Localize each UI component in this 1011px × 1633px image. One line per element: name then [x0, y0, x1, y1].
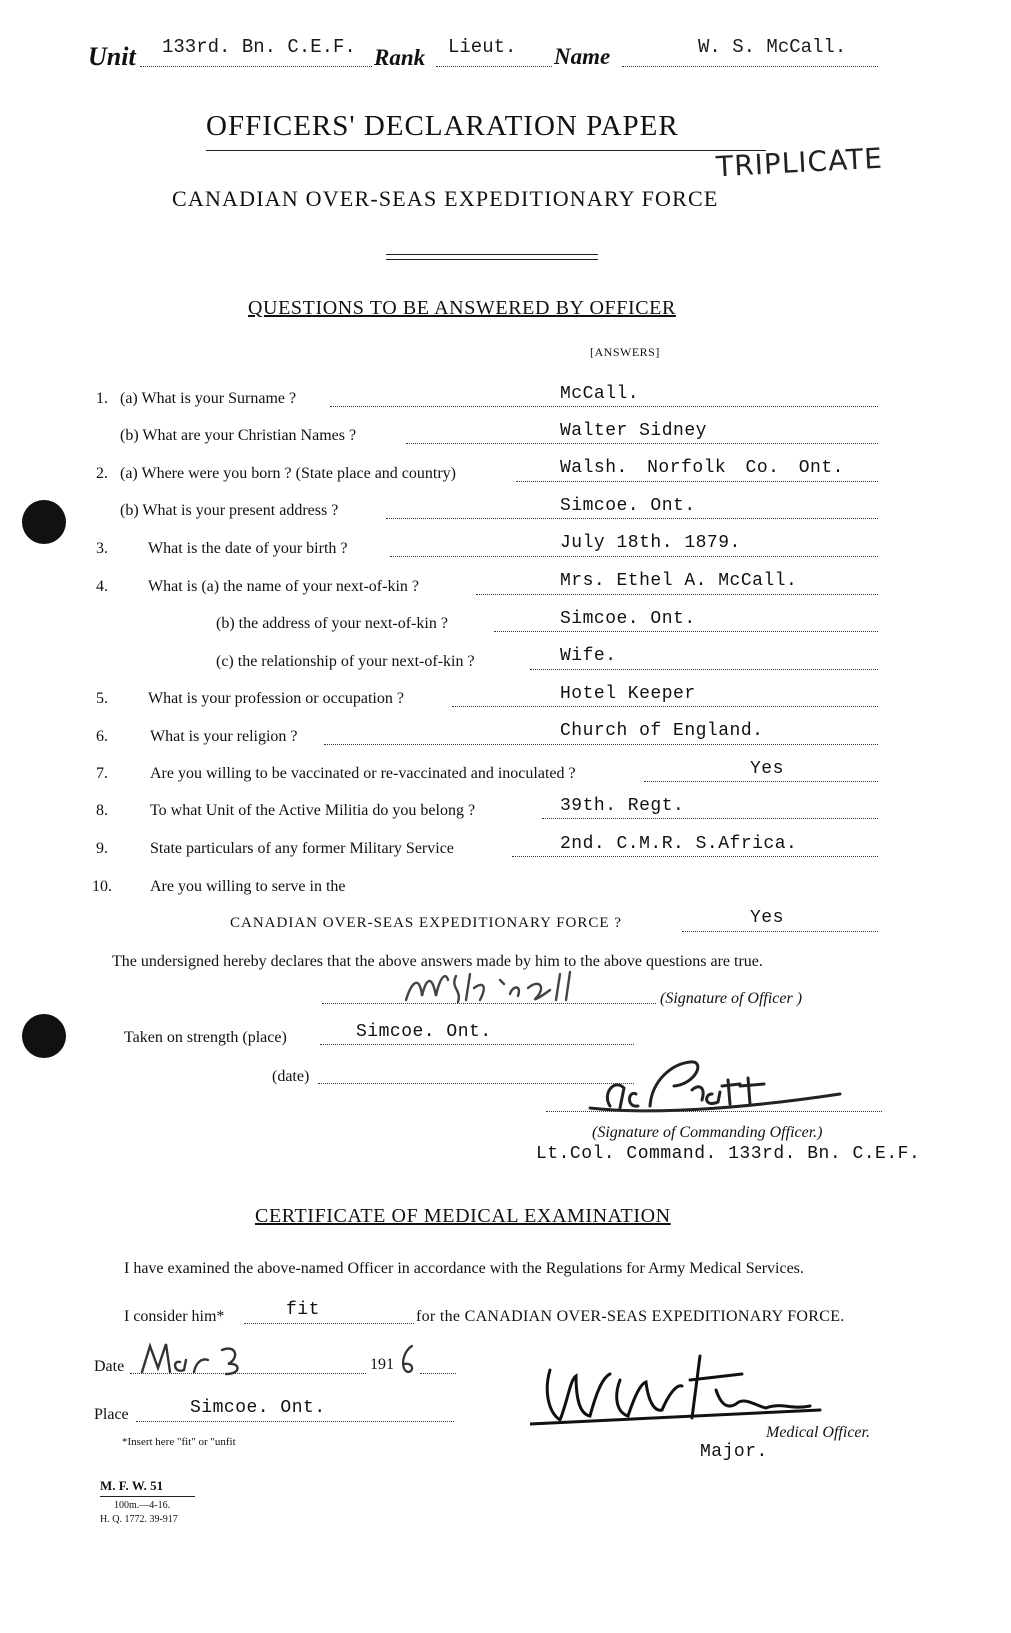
name-value: W. S. McCall.	[698, 36, 847, 58]
question-text: What is your religion ?	[150, 728, 298, 745]
medical-officer-rank: Major.	[700, 1442, 768, 1462]
question-text: What is (a) the name of your next-of-kin ?	[148, 578, 420, 595]
medical-text: I have examined the above-named Officer in accordance with the Regulations for Army Medical Services.	[124, 1260, 804, 1277]
question-text: (b) What are your Christian Names ?	[120, 427, 357, 444]
medical-officer-signature	[530, 1350, 830, 1430]
question-text: (b) the address of your next-of-kin ?	[216, 615, 448, 632]
answer-value: Wife.	[560, 646, 617, 666]
answer-value: Mrs. Ethel A. McCall.	[560, 571, 798, 591]
medical-officer-label: Medical Officer.	[766, 1424, 870, 1441]
answers-label: [ANSWERS]	[590, 345, 660, 359]
declaration-text: The undersigned hereby declares that the above answers made by him to the above questions are true.	[112, 953, 763, 970]
answer-value: McCall.	[560, 384, 640, 404]
answer-value: Simcoe. Ont.	[560, 496, 696, 516]
place-label: Place	[94, 1406, 129, 1423]
handwritten-year-digit	[396, 1342, 418, 1376]
question-10-answer: Yes	[750, 908, 784, 928]
question-text: State particulars of any former Military Service	[150, 840, 454, 857]
answer-value: Yes	[750, 759, 784, 779]
date-field-label: Date	[94, 1358, 125, 1375]
answer-value: Church of England.	[560, 721, 764, 741]
form-code: M. F. W. 51	[100, 1478, 164, 1493]
medical-heading: CERTIFICATE OF MEDICAL EXAMINATION	[255, 1205, 671, 1227]
handwritten-date	[136, 1338, 276, 1378]
question-text: (a) Where were you born ? (State place and country)	[120, 465, 456, 482]
taken-on-strength-value: Simcoe. Ont.	[356, 1022, 492, 1042]
answer-value: Simcoe. Ont.	[560, 609, 696, 629]
question-text: What is your profession or occupation ?	[148, 690, 404, 707]
question-text: Are you willing to serve in the	[150, 878, 346, 895]
answer-value: Hotel Keeper	[560, 684, 696, 704]
consider-suffix: for the CANADIAN OVER-SEAS EXPEDITIONARY FORCE.	[416, 1308, 845, 1325]
consider-value: fit	[286, 1300, 320, 1320]
rank-value: Lieut.	[448, 36, 517, 58]
unit-label: Unit	[88, 42, 136, 71]
question-text: What is the date of your birth ?	[148, 540, 348, 557]
co-title: Lt.Col. Command. 133rd. Bn. C.E.F.	[536, 1144, 921, 1164]
form-print-line-2: H. Q. 1772. 39-917	[100, 1514, 178, 1525]
signature-officer-label: (Signature of Officer )	[660, 990, 803, 1007]
answer-value: 2nd. C.M.R. S.Africa.	[560, 834, 798, 854]
page-subtitle: CANADIAN OVER-SEAS EXPEDITIONARY FORCE	[172, 186, 719, 211]
commanding-officer-signature	[580, 1050, 870, 1120]
answer-value: Walter Sidney	[560, 421, 707, 441]
name-label: Name	[554, 44, 611, 69]
year-printed: 191	[370, 1356, 394, 1373]
taken-on-strength-label: Taken on strength (place)	[124, 1029, 287, 1046]
questions-heading: QUESTIONS TO BE ANSWERED BY OFFICER	[248, 297, 676, 319]
answer-value: 39th. Regt.	[560, 796, 685, 816]
signature-co-label: (Signature of Commanding Officer.)	[592, 1124, 823, 1141]
question-text: (a) What is your Surname ?	[120, 390, 297, 407]
question-text: To what Unit of the Active Militia do you belong ?	[150, 802, 476, 819]
punch-hole-bottom	[22, 1014, 66, 1058]
question-text: Are you willing to be vaccinated or re-vaccinated and inoculated ?	[150, 765, 576, 782]
question-text: (c) the relationship of your next-of-kin ?	[216, 653, 475, 670]
date-label: (date)	[272, 1068, 310, 1085]
page-title: OFFICERS' DECLARATION PAPER	[206, 110, 679, 142]
consider-label: I consider him*	[124, 1308, 225, 1325]
triplicate-stamp: TRIPLICATE	[715, 141, 884, 184]
form-print-line-1: 100m.—4-16.	[114, 1500, 171, 1511]
place-value: Simcoe. Ont.	[190, 1398, 326, 1418]
question-text: (b) What is your present address ?	[120, 502, 339, 519]
punch-hole-top	[22, 500, 66, 544]
insert-note: *Insert here "fit" or "unfit	[122, 1436, 236, 1448]
officer-signature	[400, 966, 630, 1012]
rank-label: Rank	[374, 45, 426, 70]
answer-value: July 18th. 1879.	[560, 533, 741, 553]
question-10-line2: CANADIAN OVER-SEAS EXPEDITIONARY FORCE ?	[230, 915, 622, 931]
answer-value: Walsh. Norfolk Co. Ont.	[560, 458, 844, 478]
unit-value: 133rd. Bn. C.E.F.	[162, 36, 356, 58]
